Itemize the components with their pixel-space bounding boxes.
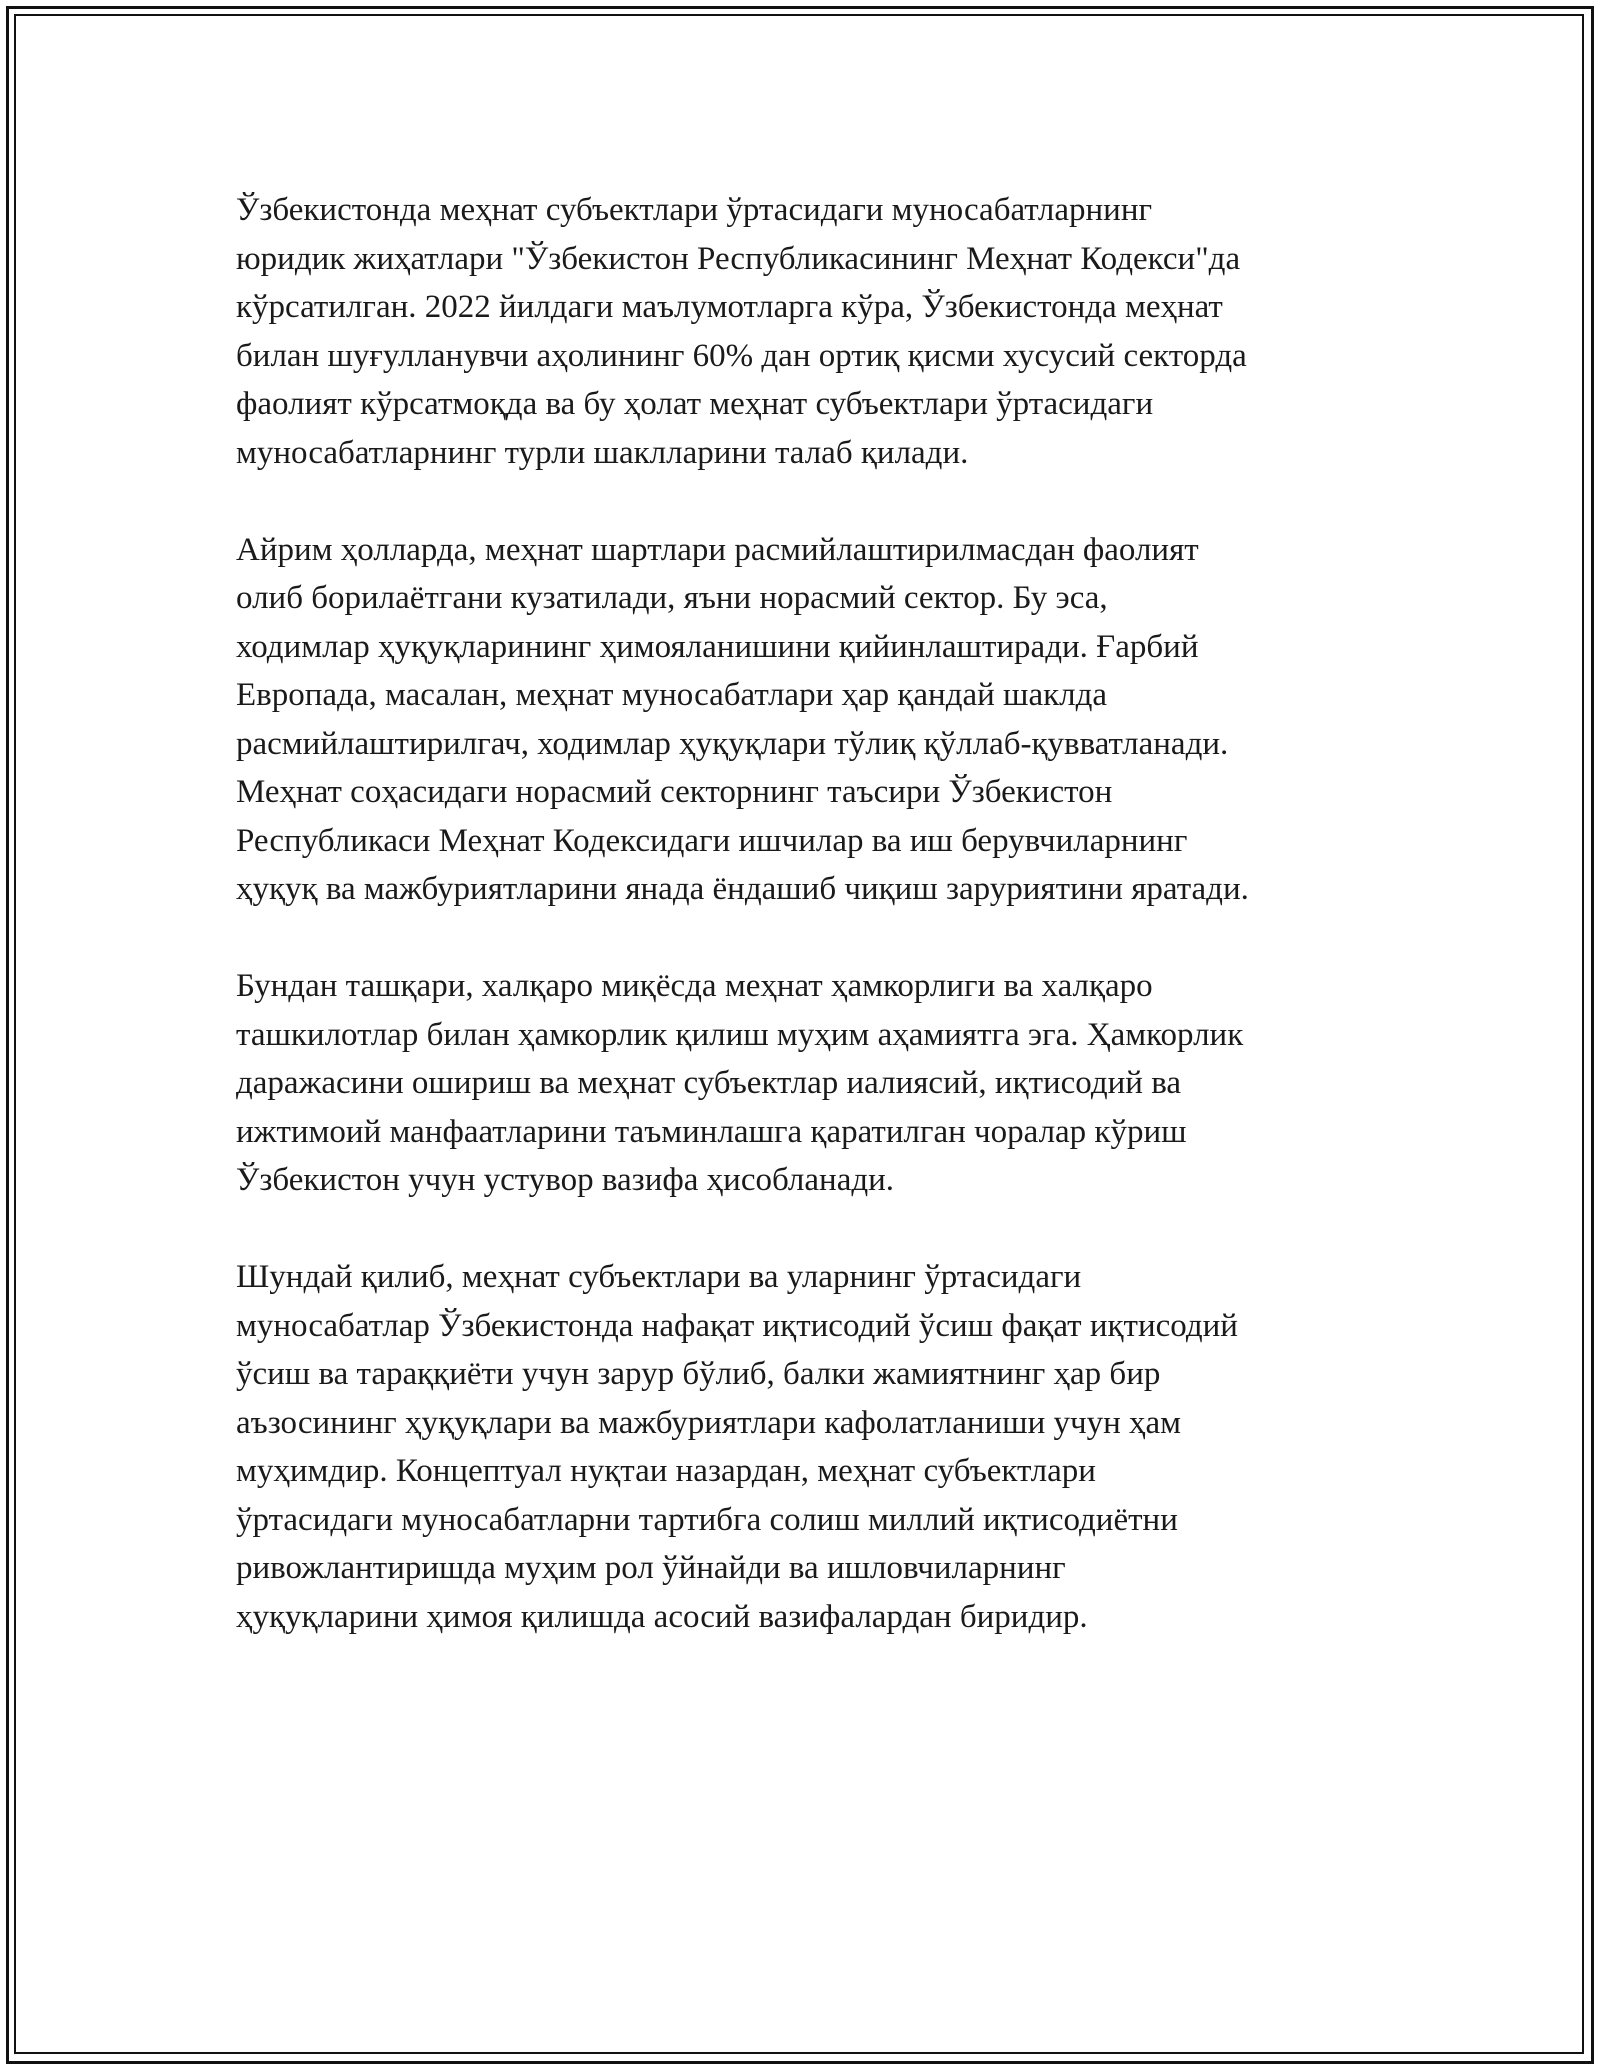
text-line: кўрсатилган. 2022 йилдаги маълумотларга кўра, Ўзбекистонда меҳнат — [236, 289, 1223, 325]
text-line: Айрим ҳолларда, меҳнат шартлари расмийлаштирилмасдан фаолият — [236, 531, 1199, 568]
text-line: аъзосининг ҳуқуқлари ва мажбуриятлари кафолатланиши учун ҳам — [236, 1404, 1182, 1441]
text-line: Европада, масалан, меҳнат муносабатлари ҳар қандай шаклда — [236, 677, 1108, 713]
text-line: ижтимоий манфаатларини таъминлашга қаратилган чоралар кўриш — [236, 1113, 1187, 1150]
text-line: ҳуқуқ ва мажбуриятларини янада ёндашиб чиқиш заруриятини яратади. — [236, 871, 1249, 907]
text-line: расмийлаштирилгач, ходимлар ҳуқуқлари тўлиқ қўллаб-қувватланади. — [236, 725, 1229, 762]
paragraph-4 — [236, 1253, 1376, 1641]
text-line: Шундай қилиб, меҳнат субъектлари ва уларнинг ўртасидаги — [236, 1259, 1082, 1295]
text-line: ўсиш ва тараққиёти учун зарур бўлиб, балки жамиятнинг ҳар бир — [236, 1356, 1161, 1392]
text-line: олиб борилаётгани кузатилади, яъни норасмий сектор. Бу эса, — [236, 580, 1108, 616]
text-line: ривожлантиришда муҳим рол ўйнайди ва ишловчиларнинг — [236, 1550, 1066, 1586]
text-line: муносабатлар Ўзбекистонда нафақат иқтисодий ўсиш фақат иқтисодий — [236, 1307, 1238, 1344]
text-line: фаолият кўрсатмоқда ва бу ҳолат меҳнат субъектлари ўртасидаги — [236, 386, 1154, 422]
text-line: даражасини ошириш ва меҳнат субъектлар иалиясий, иқтисодий ва — [236, 1065, 1182, 1101]
text-line: Ўзбекистон учун устувор вазифа ҳисобланади. — [236, 1162, 895, 1198]
text-line: Ўзбекистонда меҳнат субъектлари ўртасидаги муносабатларнинг — [236, 192, 1153, 228]
text-line: Бундан ташқари, халқаро миқёсда меҳнат ҳамкорлиги ва халқаро — [236, 968, 1153, 1004]
text-line: юридик жиҳатлари "Ўзбекистон Республикасининг Меҳнат Кодекси"да — [236, 240, 1241, 277]
paragraph-2 — [236, 526, 1376, 914]
text-line: Меҳнат соҳасидаги норасмий секторнинг таъсири Ўзбекистон — [236, 774, 1113, 810]
text-line: ташкилотлар билан ҳамкорлик қилиш муҳим аҳамиятга эга. Ҳамкорлик — [236, 1016, 1244, 1053]
text-line: ходимлар ҳуқуқларининг ҳимояланишини қийинлаштиради. Ғарбий — [236, 628, 1199, 665]
text-line: муносабатларнинг турли шаклларини талаб қилади. — [236, 434, 969, 471]
text-line: ҳуқуқларини ҳимоя қилишда асосий вазифалардан биридир. — [236, 1598, 1088, 1635]
text-line: Республикаси Меҳнат Кодексидаги ишчилар ва иш берувчиларнинг — [236, 822, 1188, 859]
paragraph-1 — [236, 186, 1376, 477]
text-line: ўртасидаги муносабатларни тартибга солиш миллий иқтисодиётни — [236, 1501, 1178, 1538]
paragraph-3 — [236, 962, 1376, 1205]
text-line: муҳимдир. Концептуал нуқтаи назардан, меҳнат субъектлари — [236, 1453, 1096, 1489]
text-line: билан шуғулланувчи аҳолининг 60% дан ортиқ қисми хусусий секторда — [236, 337, 1247, 374]
document-body — [236, 186, 1376, 1690]
